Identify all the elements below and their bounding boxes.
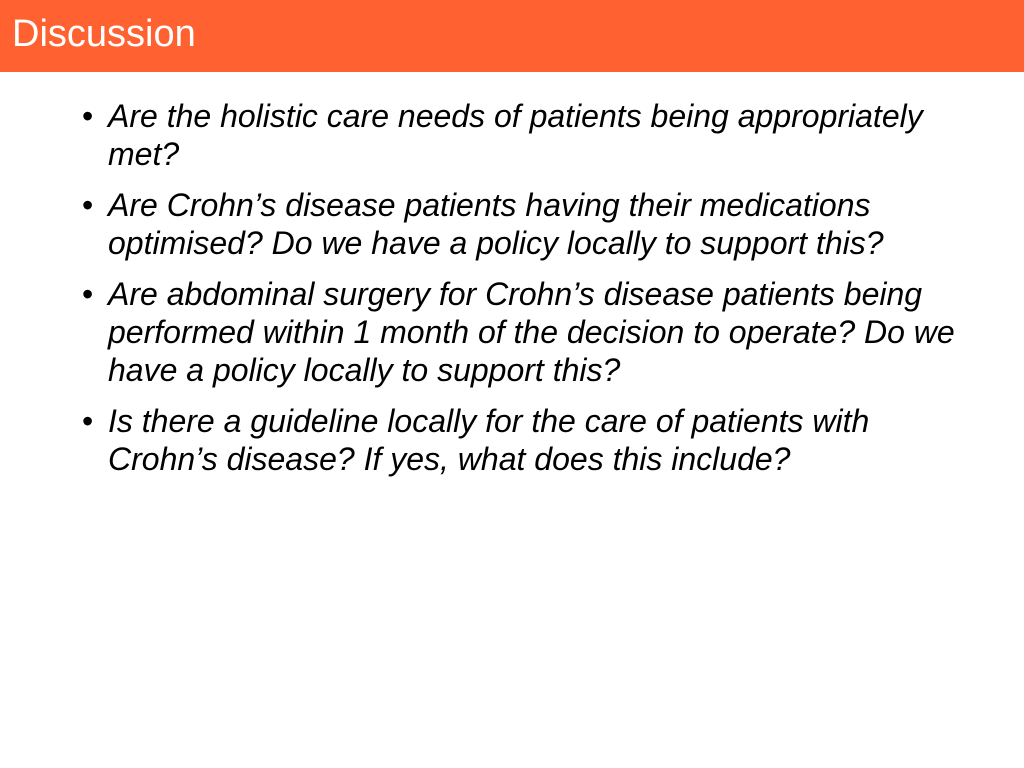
bullet-icon: • (82, 403, 94, 439)
bullet-text: Are the holistic care needs of patients being appropriately met? (108, 98, 923, 172)
bullet-text: Are abdominal surgery for Crohn’s disease patients being performed within 1 month of the decision to operate? Do we have a policy locally to support this? (108, 276, 955, 388)
title-bar (0, 0, 1024, 72)
bullet-item (80, 186, 960, 262)
bullet-icon: • (82, 187, 94, 223)
bullet-list (80, 97, 960, 491)
bullet-item (80, 275, 960, 389)
bullet-item (80, 402, 960, 478)
bullet-item (80, 97, 960, 173)
bullet-icon: • (82, 98, 94, 134)
bullet-text: Are Crohn’s disease patients having their medications optimised? Do we have a policy locally to support this? (108, 187, 884, 261)
bullet-icon: • (82, 276, 94, 312)
slide-title: Discussion (12, 13, 196, 55)
bullet-text: Is there a guideline locally for the care of patients with Crohn’s disease? If yes, what does this include? (108, 403, 870, 477)
